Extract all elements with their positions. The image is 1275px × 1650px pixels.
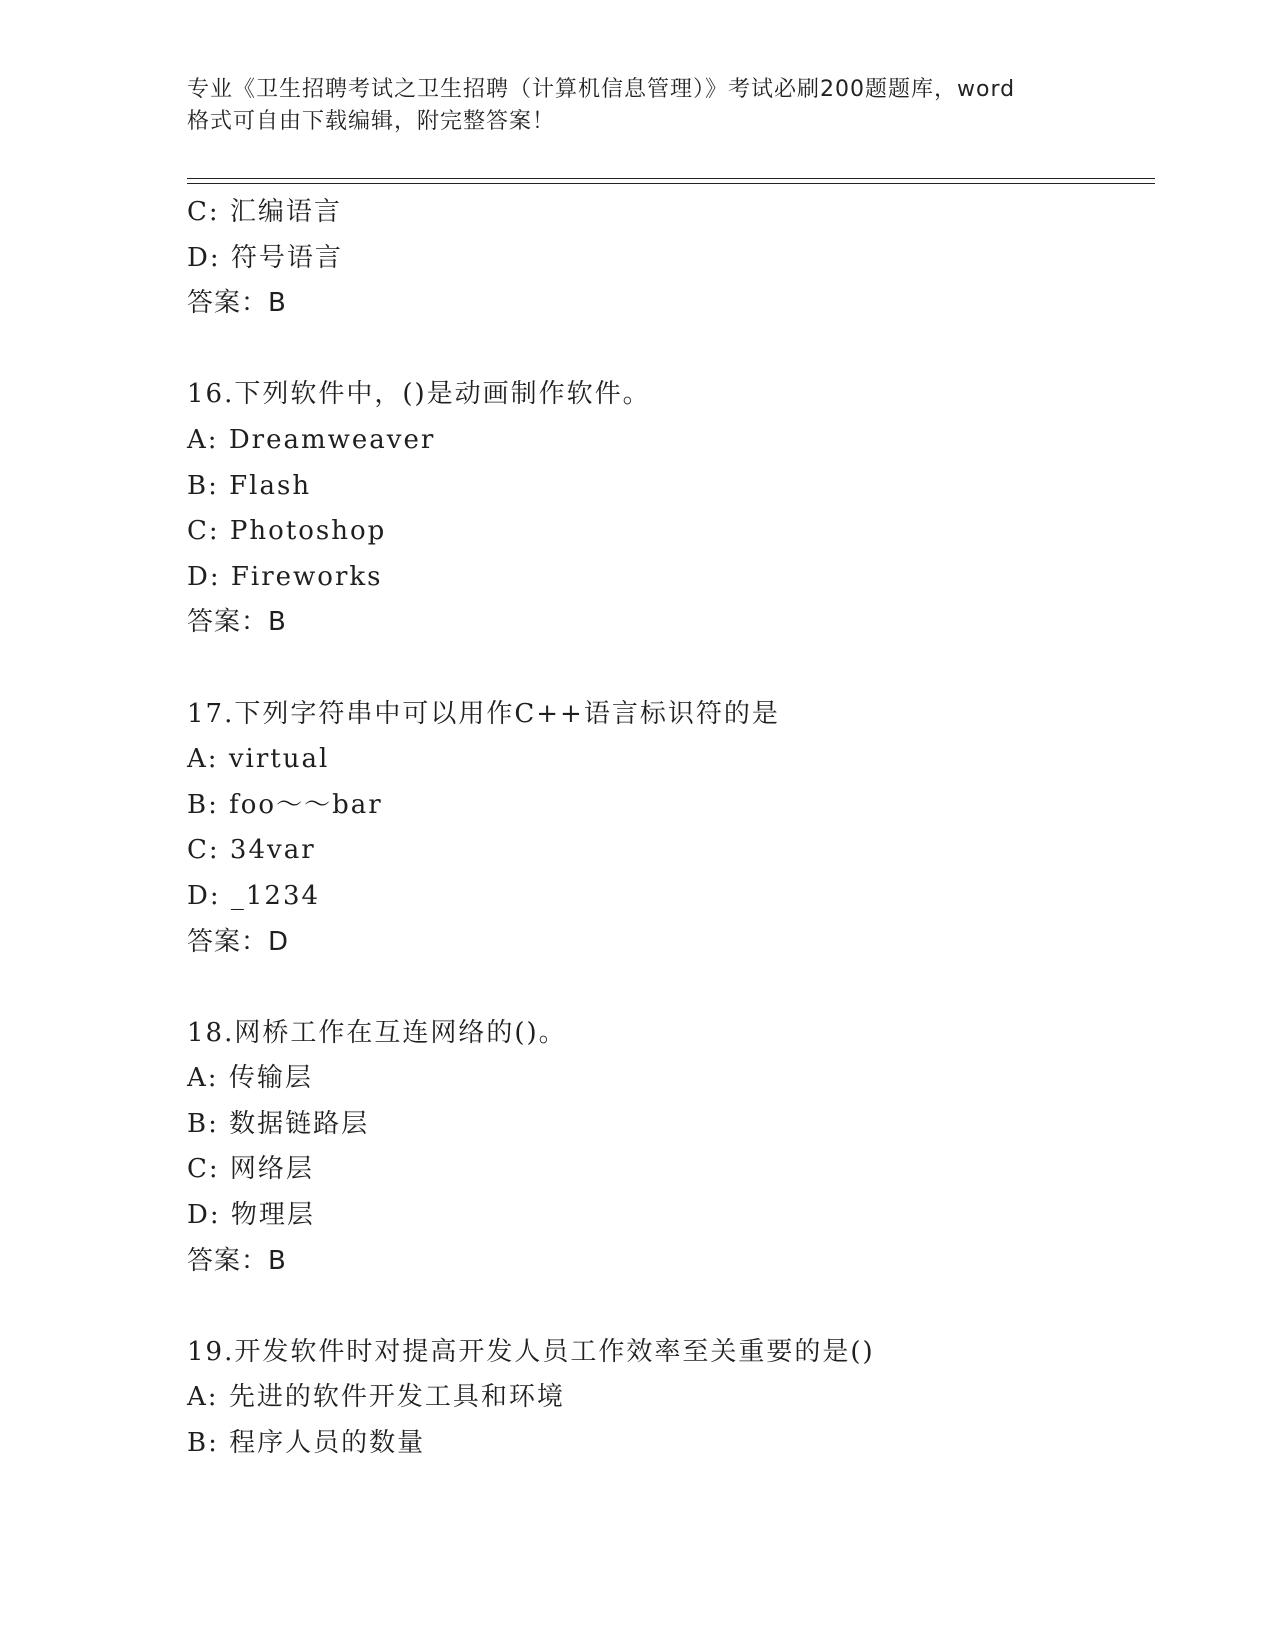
option-text: 34var (229, 835, 316, 866)
option-label: D: (187, 1200, 221, 1231)
option-b (187, 1102, 1155, 1148)
option-text: 汇编语言 (229, 197, 342, 227)
answer-line: 答案：D (187, 926, 290, 957)
option-text: Fireworks (230, 561, 383, 592)
option-b (187, 464, 1155, 510)
option-label: D: (187, 880, 221, 911)
header-divider-bottom (187, 183, 1155, 184)
option-b (187, 783, 1155, 829)
option-text: 符号语言 (230, 242, 343, 273)
option-text: 先进的软件开发工具和环境 (228, 1382, 565, 1413)
header-divider-top (187, 178, 1155, 179)
option-c (187, 509, 1155, 555)
option-a (187, 737, 1155, 783)
option-text: foo～～bar (229, 789, 383, 820)
option-label: B: (187, 1108, 219, 1139)
question-16 (187, 372, 1155, 646)
option-text: Photoshop (229, 516, 387, 547)
option-label: D: (187, 561, 221, 592)
option-label: A: (187, 424, 219, 455)
option-text: 传输层 (228, 1063, 313, 1094)
option-text: _1234 (230, 880, 321, 911)
question-stem: 19.开发软件时对提高开发人员工作效率至关重要的是() (187, 1336, 875, 1367)
option-a (187, 1056, 1155, 1102)
option-text: 物理层 (230, 1200, 315, 1231)
option-text: 数据链路层 (229, 1108, 370, 1139)
question-17 (187, 692, 1155, 966)
question-list (187, 190, 1155, 1467)
option-a (187, 1375, 1155, 1421)
option-text: 程序人员的数量 (229, 1428, 426, 1459)
option-label: C: (187, 1154, 220, 1185)
question-18 (187, 1011, 1155, 1285)
option-c (187, 190, 1155, 236)
option-c (187, 828, 1155, 874)
option-label: D: (187, 242, 221, 273)
option-b (187, 1421, 1155, 1467)
question-stem: 18.网桥工作在互连网络的()。 (187, 1017, 567, 1048)
option-label: B: (187, 789, 219, 820)
option-label: C: (187, 197, 220, 227)
header-title-line-1: 专业《卫生招聘考试之卫生招聘（计算机信息管理）》考试必刷200题题库，word (187, 77, 1016, 102)
option-label: A: (187, 1063, 219, 1094)
option-label: B: (187, 470, 219, 501)
question-19 (187, 1330, 1155, 1467)
answer-line: 答案：B (187, 288, 287, 319)
option-text: 网络层 (229, 1154, 314, 1185)
option-label: C: (187, 516, 220, 547)
document-header (187, 74, 1087, 138)
answer-line: 答案：B (187, 1245, 287, 1276)
option-label: A: (187, 1382, 219, 1413)
option-d (187, 1193, 1155, 1239)
option-label: A: (187, 744, 219, 775)
option-label: C: (187, 835, 220, 866)
option-text: virtual (228, 744, 330, 775)
option-text: Dreamweaver (228, 424, 436, 455)
option-d (187, 236, 1155, 282)
option-text: Flash (229, 470, 312, 501)
answer-line: 答案：B (187, 607, 287, 638)
option-d (187, 874, 1155, 920)
option-label: B: (187, 1428, 219, 1459)
option-d (187, 555, 1155, 601)
option-a (187, 418, 1155, 464)
question-15-continuation (187, 190, 1155, 327)
question-stem: 17.下列字符串中可以用作C++语言标识符的是 (187, 698, 780, 729)
header-title-line-2: 格式可自由下载编辑，附完整答案！ (187, 109, 556, 134)
option-c (187, 1147, 1155, 1193)
question-stem: 16.下列软件中，()是动画制作软件。 (187, 379, 651, 410)
